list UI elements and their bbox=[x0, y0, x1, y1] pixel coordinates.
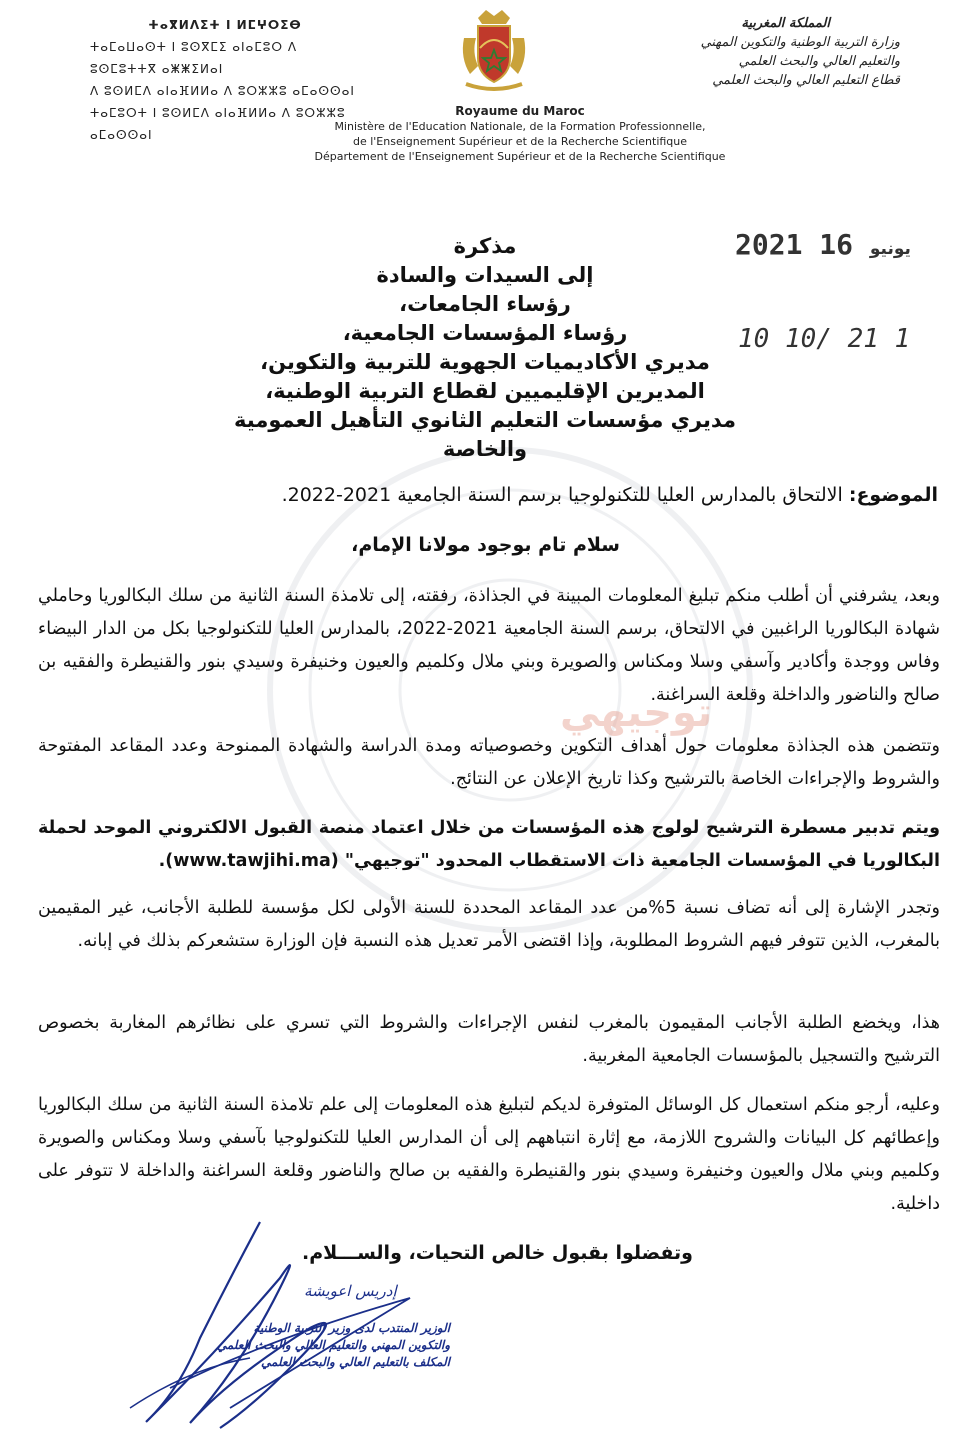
paragraph-platform: ويتم تدبير مسطرة الترشيح لولوج هذه المؤسسات من خلال اعتماد منصة القبول الالكتروني الموحد لحملة البكالوريا في المؤسسات الجامعية ذات الاستقطاب المحدود "توجيهي" (www.tawjihi.ma). bbox=[38, 818, 940, 871]
date-year: 2021 bbox=[735, 228, 803, 261]
signatory-title bbox=[210, 1320, 450, 1371]
subject-line bbox=[38, 484, 938, 506]
header-tifinagh-line: ⵜⴰⵎⵓⵔⵜ ⵏ ⵓⵙⵍⵎⴷ ⴰⵏⴰⴼⵍⵍⴰ ⴷ ⵓⵔⵣⵣⵓ ⴰⵎⴰⵙⵙⴰⵏ bbox=[90, 106, 346, 142]
paragraph: وتتضمن هذه الجذاذة معلومات حول أهداف التكوين وخصوصياته ومدة الدراسة والشهادة الممنوحة وعدد المقاعد المفتوحة والشروط والإجراءات الخاصة بالترشيح وكذا تاريخ الإعلان عن النتائج. bbox=[38, 736, 940, 789]
date-day: 16 bbox=[819, 228, 854, 261]
coat-of-arms-icon bbox=[456, 8, 532, 94]
addressee-line: مديري مؤسسات التعليم الثانوي التأهيل العمومية والخاصة bbox=[234, 408, 736, 461]
kingdom-label: Royaume du Maroc bbox=[455, 104, 585, 118]
addressee-line: إلى السيدات والسادة bbox=[376, 263, 594, 287]
addressee-block bbox=[205, 232, 765, 464]
header-tifinagh-line: ⵜⴰⴳⵍⴷⵉⵜ ⵏ ⵍⵎⵖⵔⵉⴱ bbox=[148, 18, 302, 32]
header-french bbox=[240, 104, 800, 164]
ministry-line: Ministère de l'Education Nationale, de la Formation Professionnelle, bbox=[334, 120, 706, 133]
header-arabic-line: قطاع التعليم العالي والبحث العلمي bbox=[712, 73, 900, 88]
subject-text: الالتحاق بالمدارس العليا للتكنولوجيا برسم السنة الجامعية 2021-2022. bbox=[281, 484, 849, 506]
header-arabic-line: والتعليم العالي والبحث العلمي bbox=[738, 54, 900, 69]
paragraph: هذا، ويخضع الطلبة الأجانب المقيمون بالمغرب لنفس الإجراءات والشروط التي تسري على نظائرهم المغاربة بخصوص الترشيح والتسجيل بالمؤسسات الجامعية المغربية. bbox=[38, 1013, 940, 1066]
signatory-title-line: الوزير المنتدب لدى وزير التربية الوطنية bbox=[253, 1321, 450, 1335]
addressee-line: رؤساء الجامعات، bbox=[399, 292, 571, 316]
header-tifinagh-line: ⴷ ⵓⵙⵍⵎⴷ ⴰⵏⴰⴼⵍⵍⴰ ⴷ ⵓⵔⵣⵣⵓ ⴰⵎⴰⵙⵙⴰⵏ bbox=[90, 84, 355, 98]
signatory-name: إدريس اعويشة bbox=[304, 1282, 397, 1300]
header-tifinagh-line: ⵜⴰⵎⴰⵡⴰⵙⵜ ⵏ ⵓⵙⴳⵎⵉ ⴰⵏⴰⵎⵓⵔ ⴷ ⵓⵙⵎⵓⵜⵜⴳ ⴰⵥⵥⵉⵍⴰⵏ bbox=[90, 40, 298, 76]
addressee-line: مديري الأكاديميات الجهوية للتربية والتكوين، bbox=[260, 350, 710, 374]
paragraph: وبعد، يشرفني أن أطلب منكم تبليغ المعلومات المبينة في الجذاذة، رفقته، إلى تلامذة السنة الثانية من سلك البكالوريا وحاملي شهادة البكالوريا الراغبين في الالتحاق، برسم السنة الجامعية 2021-2022، بالمدارس العليا للتكنولوجيا بكل من الدار البيضاء وفاس ووجدة وأكادير وآسفي وسلا ومكناس والصويرة وبني ملال وكلميم والعيون وخنيفرة وسيدي بنور والقنيطرة والفقيه بن صالح والناضور والداخلة وقلعة السراغنة. bbox=[38, 586, 940, 705]
addressee-line: رؤساء المؤسسات الجامعية، bbox=[342, 321, 628, 345]
paragraph: وعليه، أرجو منكم استعمال كل الوسائل المتوفرة لديكم لتبليغ هذه المعلومات إلى علم تلامذة السنة الثانية من سلك البكالوريا وإعطائهم كل البيانات والشروح اللازمة، مع إثارة انتباههم إلى أن المدارس العليا للتكنولوجيا بآسفي وسلا ومكناس والصويرة وكلميم وبني ملال والعيون وخنيفرة وسيدي بنور والقنيطرة والفقيه بن صالح والناضور وقلعة السراغنة والداخلة لا تتوفر على داخلية. bbox=[38, 1095, 940, 1214]
addressee-line: المديرين الإقليميين لقطاع التربية الوطنية، bbox=[265, 379, 705, 403]
date-month: يونيو bbox=[869, 239, 911, 259]
reference-number: 10 10/ 21 1 bbox=[738, 324, 911, 354]
paragraph: وتجدر الإشارة إلى أنه تضاف نسبة 5%من عدد المقاعد المحددة للسنة الأولى لكل مؤسسة للطلبة الأجانب، غير المقيمين بالمغرب، الذين تتوفر فيهم الشروط المطلوبة، وإذا اقتضى الأمر تعديل هذه النسبة فإن الوزارة ستشعركم بذلك في إبانه. bbox=[38, 898, 940, 951]
signatory-title-line: والتكوين المهني والتعليم العالي والبحث العلمي bbox=[216, 1338, 450, 1352]
watermark-text: توجيهي bbox=[560, 690, 713, 736]
header-arabic-line: وزارة التربية الوطنية والتكوين المهني bbox=[700, 35, 900, 50]
ministry-line: Département de l'Enseignement Supérieur et de la Recherche Scientifique bbox=[314, 150, 726, 163]
subject-label: الموضوع: bbox=[848, 484, 938, 506]
ministry-line: de l'Enseignement Supérieur et de la Recherche Scientifique bbox=[352, 135, 688, 148]
closing-line: وتفضلوا بقبول خالص التحيات، والســـلام. bbox=[302, 1242, 693, 1264]
header-arabic bbox=[600, 14, 900, 90]
greeting: سلام تام بوجود مولانا الإمام، bbox=[351, 534, 620, 556]
signatory-title-line: المكلف بالتعليم العالي والبحث العلمي bbox=[260, 1355, 450, 1369]
header-arabic-line: المملكة المغربية bbox=[741, 16, 830, 31]
memo-title: مذكرة bbox=[453, 234, 517, 258]
date-stamp bbox=[735, 228, 935, 261]
